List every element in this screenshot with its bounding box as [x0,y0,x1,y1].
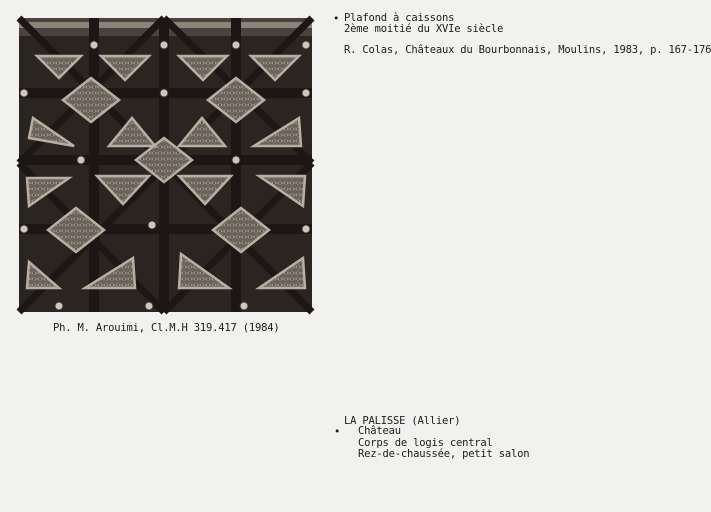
location-commune: LA PALISSE (Allier) [344,415,461,427]
caption-bullet: • [333,13,340,25]
location-building: Château [358,425,401,437]
caption-date: 2ème moitié du XVIe siècle [344,23,504,35]
caption-reference: R. Colas, Châteaux du Bourbonnais, Moulins, 1983, p. 167-176 [344,44,711,56]
coffered-ceiling-photo [19,18,312,312]
photo-credit: Ph. M. Arouimi, Cl.M.H 319.417 (1984) [53,322,280,334]
location-part: Corps de logis central [358,437,493,449]
location-room: Rez-de-chaussée, petit salon [358,448,530,460]
caption-title: Plafond à caissons [344,12,455,24]
coffered-ceiling-image [19,18,312,312]
location-bullet: • [334,426,341,438]
